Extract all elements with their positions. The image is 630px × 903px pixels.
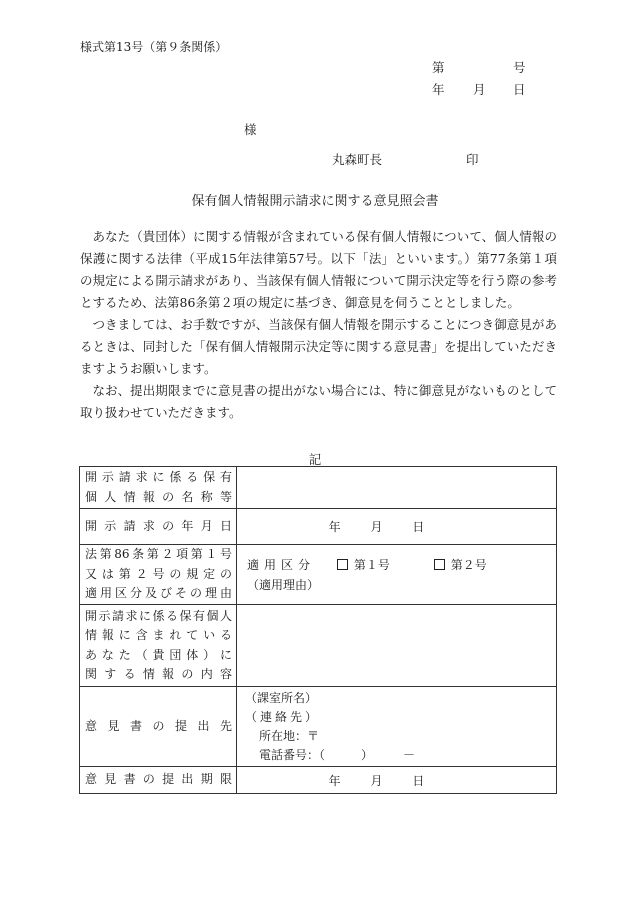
table-row: [80, 545, 557, 605]
body-paragraph: なお、提出期限までに意見書の提出がない場合には、特に御意見がないものとして取り扱わせていただきます。: [80, 383, 557, 420]
address-line: 所在地：〒: [259, 728, 320, 743]
date-year: 年: [432, 82, 445, 97]
body-text: [80, 226, 557, 424]
destination-field: [237, 687, 557, 767]
note-heading: 記: [308, 452, 322, 467]
category-heading: 適用区分: [247, 557, 316, 572]
date-month: 月: [473, 82, 486, 97]
table-row: [80, 509, 557, 545]
request-date-field[interactable]: 年 月 日: [237, 509, 557, 545]
seal-mark: 印: [466, 152, 479, 167]
destination-label: 意見書の提出先: [80, 687, 237, 767]
document-title: 保有個人情報開示請求に関する意見照会書: [191, 194, 439, 209]
date-day: 日: [513, 82, 526, 97]
reason-label: （適用理由）: [247, 577, 320, 592]
body-paragraph: つきましては、お手数ですが、当該保有個人情報を開示することにつき御意見があるときは、同封した「保有個人情報開示決定等に関する意見書」を提出していただきますようお願いします。: [80, 317, 557, 376]
addressee: 様: [244, 122, 257, 137]
info-name-field[interactable]: [237, 467, 557, 509]
phone-line: 電話番号：（ ） －: [259, 747, 416, 762]
contact-line: （連絡先）: [245, 709, 321, 724]
request-date-label: 開示請求の年月日: [80, 509, 237, 545]
option-item-1[interactable]: 第１号: [337, 558, 390, 572]
inquiry-table: [79, 466, 557, 794]
option-item-2[interactable]: 第２号: [434, 558, 487, 572]
category-field: [237, 545, 557, 605]
info-name-label: 開示請求に係る保有 個人情報の名称等: [80, 467, 237, 509]
deadline-field[interactable]: 年 月 日: [237, 767, 557, 794]
table-row: [80, 467, 557, 509]
body-paragraph: あなた（貴団体）に関する情報が含まれている保有個人情報について、個人情報の保護に関する法律（平成15年法律第57号。以下「法」といいます。）第77条第１項の規定による開示請求があり、当該保有個人情報について開示決定等を行う際の参考とするため、法第86条第２項の規定に基づき、御意見を伺うこととしました。: [80, 229, 557, 310]
category-label: 法第86条第２項第１号 又は第２号の規定の 適用区分及びその理由: [80, 545, 237, 605]
info-content-field[interactable]: [237, 605, 557, 687]
table-row: [80, 687, 557, 767]
document-number-prefix: 第: [432, 60, 445, 75]
table-row: [80, 605, 557, 687]
checkbox-icon[interactable]: [434, 559, 445, 570]
department-line: （課室所名）: [245, 690, 318, 705]
info-content-label: 開示請求に係る保有個人 情報に含まれている あなた（貴団体）に 関する情報の内容: [80, 605, 237, 687]
checkbox-icon[interactable]: [337, 559, 348, 570]
form-number: 様式第13号（第９条関係）: [80, 40, 228, 54]
deadline-label: 意見書の提出期限: [80, 767, 237, 794]
sender: 丸森町長: [332, 152, 383, 167]
document-number-suffix: 号: [513, 60, 526, 75]
table-row: [80, 767, 557, 794]
